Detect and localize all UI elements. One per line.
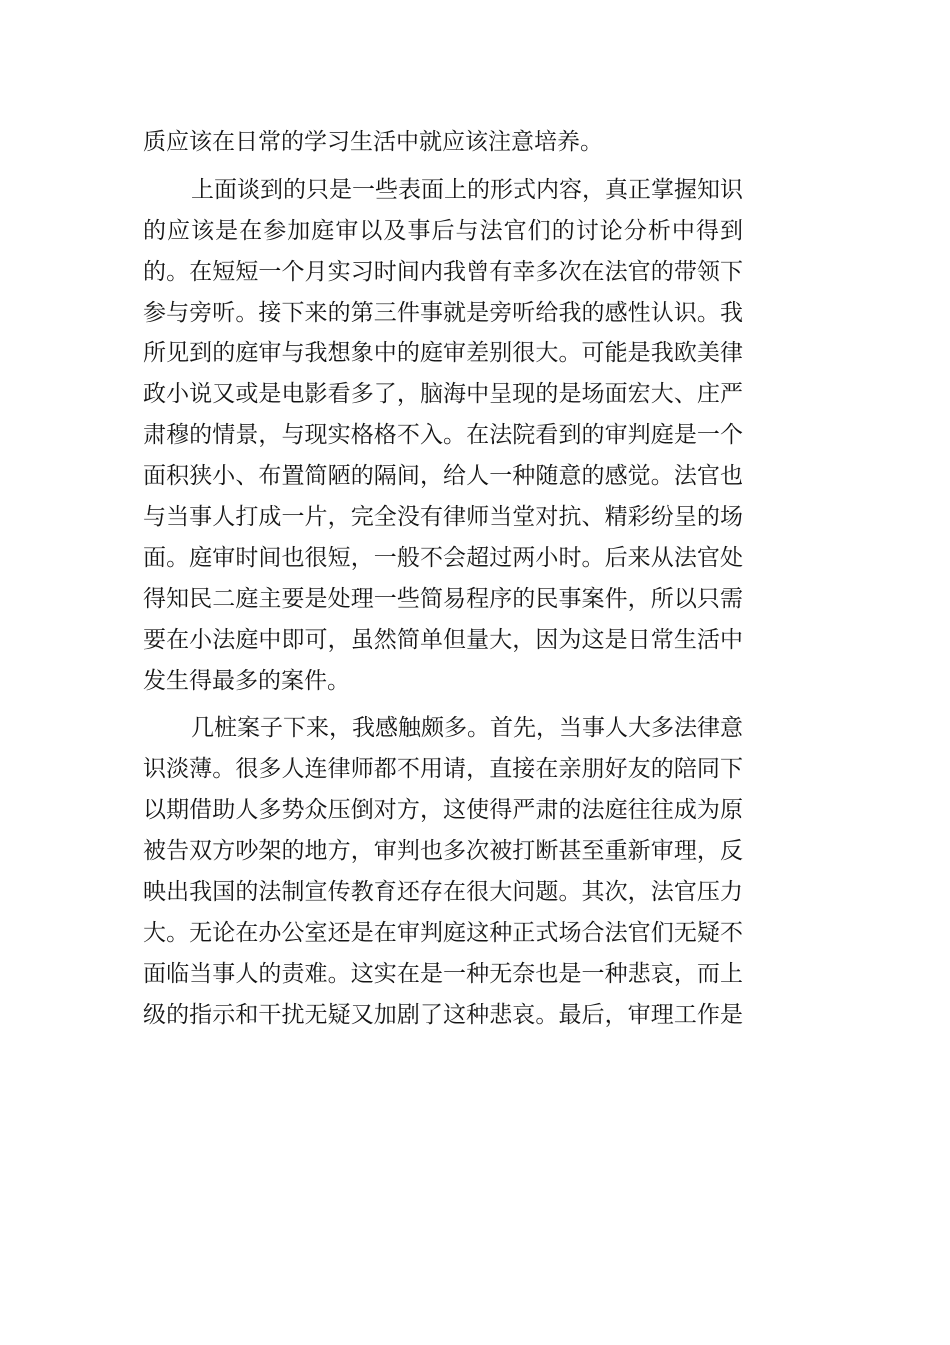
text-line: 大。无论在办公室还是在审判庭这种正式场合法官们无疑不 (143, 919, 743, 946)
text-line: 的应该是在参加庭审以及事后与法官们的讨论分析中得到 (143, 217, 743, 244)
text-line: 得知民二庭主要是处理一些简易程序的民事案件，所以只需 (143, 585, 743, 612)
text-line: 映出我国的法制宣传教育还存在很大问题。其次，法官压力 (143, 879, 743, 906)
text-line: 被告双方吵架的地方，审判也多次被打断甚至重新审理，反 (143, 838, 743, 865)
paragraph-gap (143, 163, 743, 170)
text-line: 级的指示和干扰无疑又加剧了这种悲哀。最后，审理工作是 (143, 1001, 743, 1028)
text-line: 几桩案子下来，我感触颇多。首先，当事人大多法律意 (191, 715, 743, 742)
paragraph-gap (143, 701, 743, 708)
text-line: 与当事人打成一片，完全没有律师当堂对抗、精彩纷呈的场 (143, 504, 743, 531)
text-line: 面积狭小、布置简陋的隔间，给人一种随意的感觉。法官也 (143, 463, 743, 490)
paragraph-2 (143, 170, 743, 702)
text-line: 识淡薄。很多人连律师都不用请，直接在亲朋好友的陪同下 (143, 756, 743, 783)
text-line: 肃穆的情景，与现实格格不入。在法院看到的审判庭是一个 (143, 422, 743, 449)
paragraph-1 (143, 122, 743, 163)
text-line: 参与旁听。接下来的第三件事就是旁听给我的感性认识。我 (143, 299, 743, 326)
text-line: 面临当事人的责难。这实在是一种无奈也是一种悲哀，而上 (143, 960, 743, 987)
text-line: 以期借助人多势众压倒对方，这使得严肃的法庭往往成为原 (143, 797, 743, 824)
body-text (143, 122, 743, 1036)
text-line: 质应该在日常的学习生活中就应该注意培养。 (143, 129, 603, 155)
text-line: 发生得最多的案件。 (143, 667, 350, 694)
text-line: 上面谈到的只是一些表面上的形式内容，真正掌握知识 (191, 176, 743, 203)
text-line: 政小说又或是电影看多了，脑海中呈现的是场面宏大、庄严 (143, 381, 743, 408)
text-line: 的。在短短一个月实习时间内我曾有幸多次在法官的带领下 (143, 258, 743, 285)
text-line: 要在小法庭中即可，虽然简单但量大，因为这是日常生活中 (143, 626, 743, 653)
paragraph-3 (143, 708, 743, 1035)
text-line: 面。庭审时间也很短，一般不会超过两小时。后来从法官处 (143, 544, 743, 571)
text-line: 所见到的庭审与我想象中的庭审差别很大。可能是我欧美律 (143, 340, 743, 367)
